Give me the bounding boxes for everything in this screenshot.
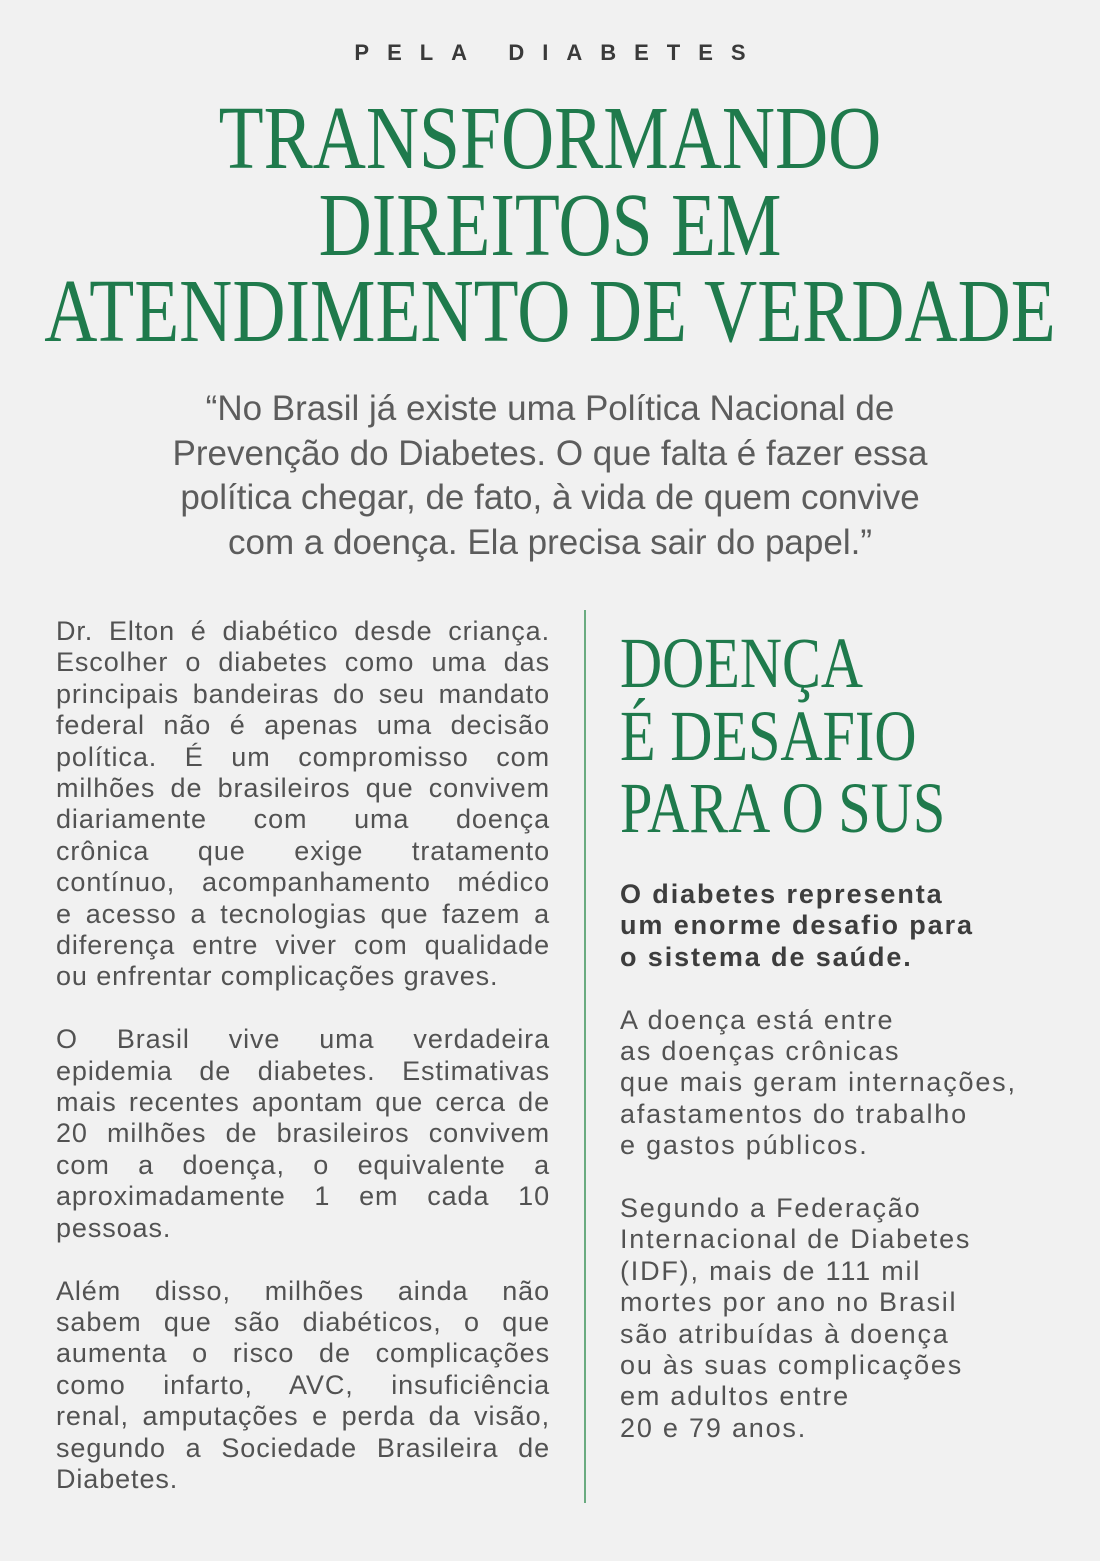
column-divider [584,610,586,1503]
sidebar-heading [620,623,985,848]
sidebar-paragraph [620,1193,1070,1444]
body-paragraph [56,1276,550,1496]
text-line: com a doença, o equivalente a [56,1149,550,1180]
left-column [56,616,550,1527]
text-line: principais bandeiras do seu mandato [56,678,550,709]
body-paragraph [56,1024,550,1244]
text-line: mortes por ano no Brasil [620,1287,958,1318]
sidebar-heading-line: DOENÇA [620,623,863,703]
quote-line: Prevenção do Diabetes. O que falta é fazer essa [172,433,928,473]
text-line: aproximadamente 1 em cada 10 [56,1181,550,1212]
text-line: O Brasil vive uma verdadeira [56,1024,550,1055]
section-kicker: PELA DIABETES [354,40,764,65]
title-line: ATENDIMENTO DE VERDADE [44,262,1056,361]
text-line: são atribuídas à doença [620,1318,950,1349]
text-line: contínuo, acompanhamento médico [56,867,550,898]
text-line: diariamente com uma doença [56,804,550,835]
text-line: Além disso, milhões ainda não [56,1275,550,1306]
text-line: Diabetes. [56,1463,179,1494]
text-line: como infarto, AVC, insuficiência [56,1369,550,1400]
text-line: milhões de brasileiros que convivem [56,773,550,804]
text-line: 20 e 79 anos. [620,1412,808,1443]
sidebar-lead [620,879,1070,973]
text-line: segundo a Sociedade Brasileira de [56,1432,550,1463]
text-line: Escolher o diabetes como uma das [56,647,550,678]
text-line: renal, amputações e perda da visão, [56,1401,550,1432]
title-line: TRANSFORMANDO [218,89,882,188]
text-line: crônica que exige tratamento [56,835,550,866]
sidebar-paragraph [620,1005,1070,1162]
text-line: epidemia de diabetes. Estimativas [56,1055,550,1086]
text-line: que mais geram internações, [620,1067,1017,1098]
text-line: aumenta o risco de complicações [56,1338,550,1369]
quote-line: com a doença. Ela precisa sair do papel.” [228,522,872,562]
text-line: (IDF), mais de 111 mil [620,1255,922,1286]
sidebar-heading-line: É DESAFIO [620,695,917,776]
sidebar-heading-line: PARA O SUS [620,768,946,848]
text-line: sabem que são diabéticos, o que [56,1306,550,1337]
text-line: A doença está entre [620,1004,895,1035]
text-line: e acesso a tecnologias que fazem a [56,898,550,929]
text-line: Internacional de Diabetes [620,1224,972,1255]
pull-quote [0,387,1100,565]
text-line: ou às suas complicações [620,1350,964,1381]
lead-line: um enorme desafio para [620,910,974,941]
sidebar-body [620,1005,1070,1445]
text-line: e gastos públicos. [620,1130,869,1161]
text-line: política. É um compromisso com [56,741,550,772]
lead-line: o sistema de saúde. [620,941,913,972]
text-line: 20 milhões de brasileiros convivem [56,1118,550,1149]
text-line: diferença entre viver com qualidade [56,930,550,961]
text-line: Segundo a Federação [620,1193,922,1224]
text-line: Dr. Elton é diabético desde criança. [56,616,550,646]
text-line: as doenças crônicas [620,1036,901,1067]
title-line: DIREITOS EM [318,175,782,275]
text-line: federal não é apenas uma decisão [56,710,550,741]
quote-line: política chegar, de fato, à vida de quem convive [180,478,920,517]
lead-line: O diabetes representa [620,879,944,909]
text-line: em adultos entre [620,1381,850,1412]
quote-line: “No Brasil já existe uma Política Nacional de [205,389,895,428]
main-title [18,89,1081,361]
body-paragraph [56,616,550,993]
right-column [620,623,1070,1476]
text-line: afastamentos do trabalho [620,1098,968,1129]
text-line: pessoas. [56,1212,172,1243]
text-line: ou enfrentar complicações graves. [56,961,499,992]
text-line: mais recentes apontam que cerca de [56,1087,550,1118]
